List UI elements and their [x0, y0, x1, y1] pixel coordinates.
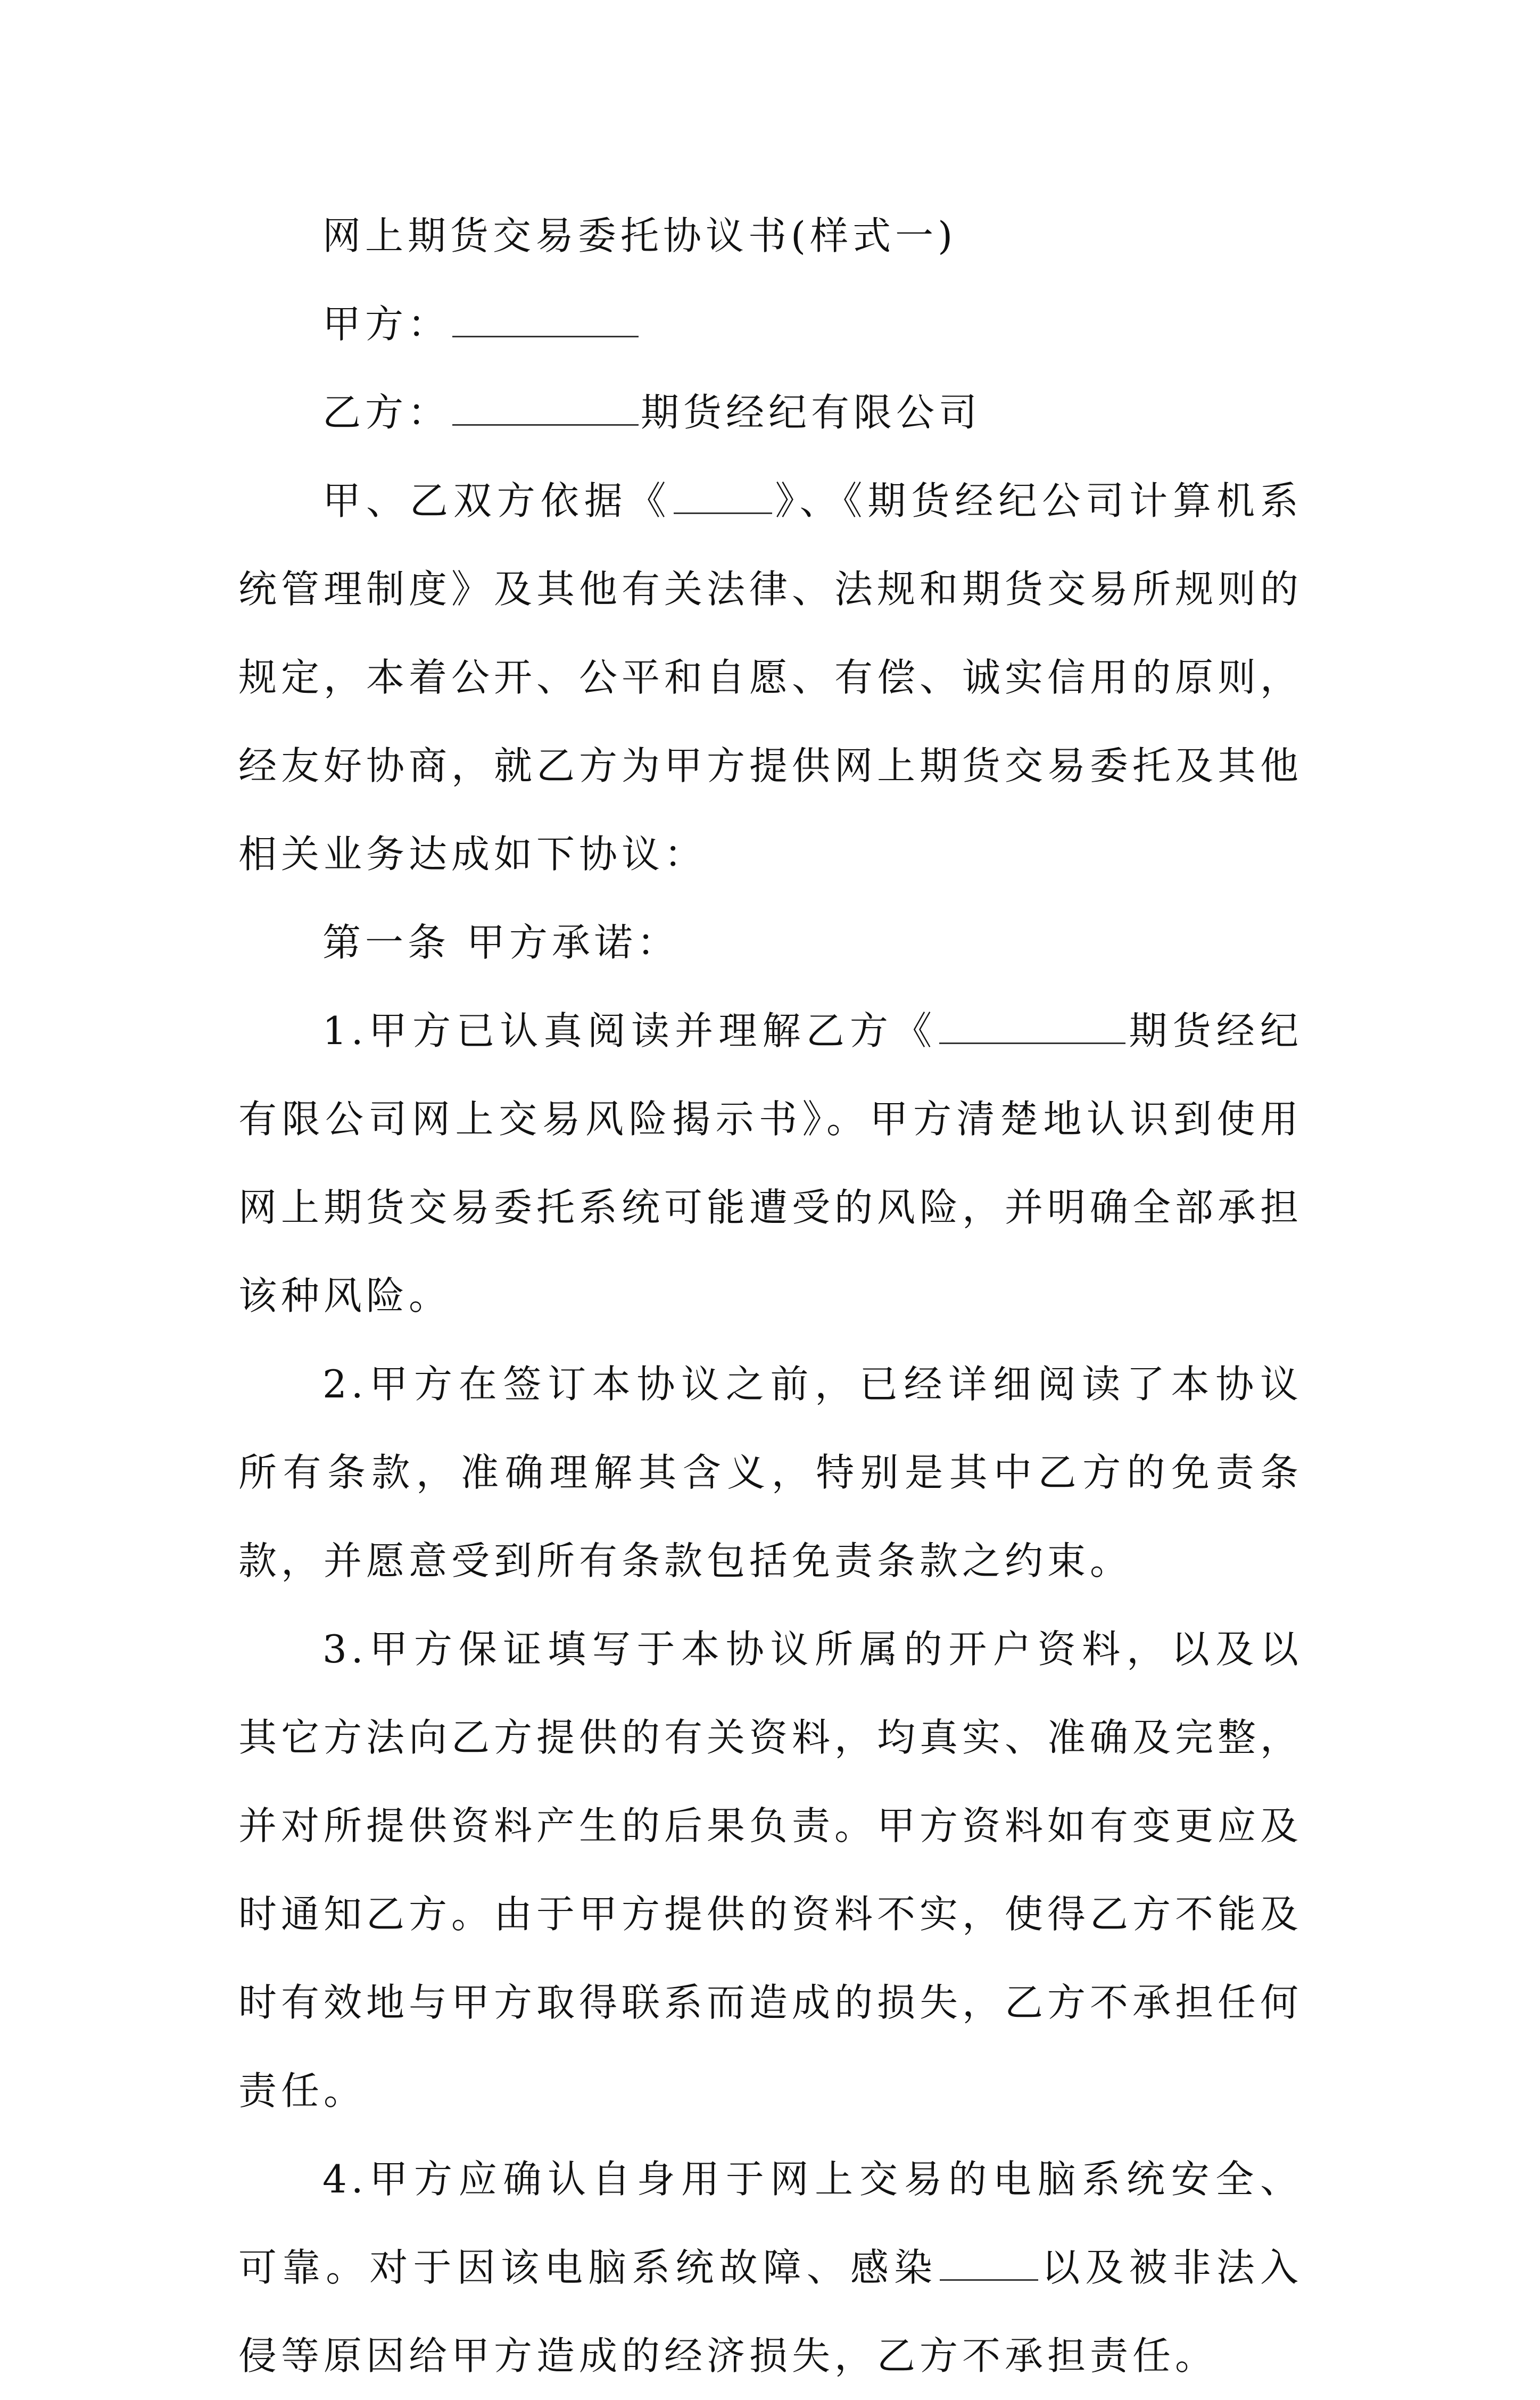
- item-4-paragraph: 4.甲方应确认自身用于网上交易的电脑系统安全、可靠。对于因该电脑系统故障、感染 以及被非法入侵等原因给甲方造成的经济损失，乙方不承担责任。: [238, 2157, 1303, 2378]
- law-name-blank: [674, 479, 772, 514]
- intro-paragraph: 甲、乙双方依据《 》、《期货经纪公司计算机系统管理制度》及其他有关法律、法规和期货交易所规则的规定，本着公开、公平和自愿、有偿、诚实信用的原则，经友好协商，就乙方为甲方提供网上期货交易委托及其他相关业务达成如下协议：: [238, 478, 1303, 876]
- article1-heading: 第一条 甲方承诺：: [322, 920, 680, 965]
- document-title: 网上期货交易委托协议书(样式一): [322, 213, 957, 258]
- party-a-label: 甲方：: [322, 302, 451, 346]
- party-b-line: [238, 368, 1303, 457]
- party-a-line: [238, 280, 1303, 368]
- document-body: [238, 192, 1303, 2400]
- virus-blank: [940, 2246, 1038, 2281]
- item-2-paragraph: 2.甲方在签订本协议之前，已经详细阅读了本协议所有条款，准确理解其含义，特别是其中乙方的免责条款，并愿意受到所有条款包括免责条款之约束。: [238, 1362, 1303, 1583]
- party-b-suffix: 期货经纪有限公司: [641, 390, 982, 435]
- item-1-paragraph: 1.甲方已认真阅读并理解乙方《 期货经纪有限公司网上交易风险揭示书》。甲方清楚地认识到使用网上期货交易委托系统可能遭受的风险，并明确全部承担该种风险。: [238, 1008, 1303, 1318]
- company-name-blank: [939, 1009, 1125, 1044]
- party-b-label: 乙方：: [322, 390, 451, 435]
- party-a-blank: [452, 303, 639, 337]
- item-3-paragraph: 3.甲方保证填写于本协议所属的开户资料，以及以其它方法向乙方提供的有关资料，均真实、准确及完整，并对所提供资料产生的后果负责。甲方资料如有变更应及时通知乙方。由于甲方提供的资料不实，使得乙方不能及时有效地与甲方取得联系而造成的损失，乙方不承担任何责任。: [238, 1627, 1303, 2113]
- party-b-blank: [452, 391, 639, 426]
